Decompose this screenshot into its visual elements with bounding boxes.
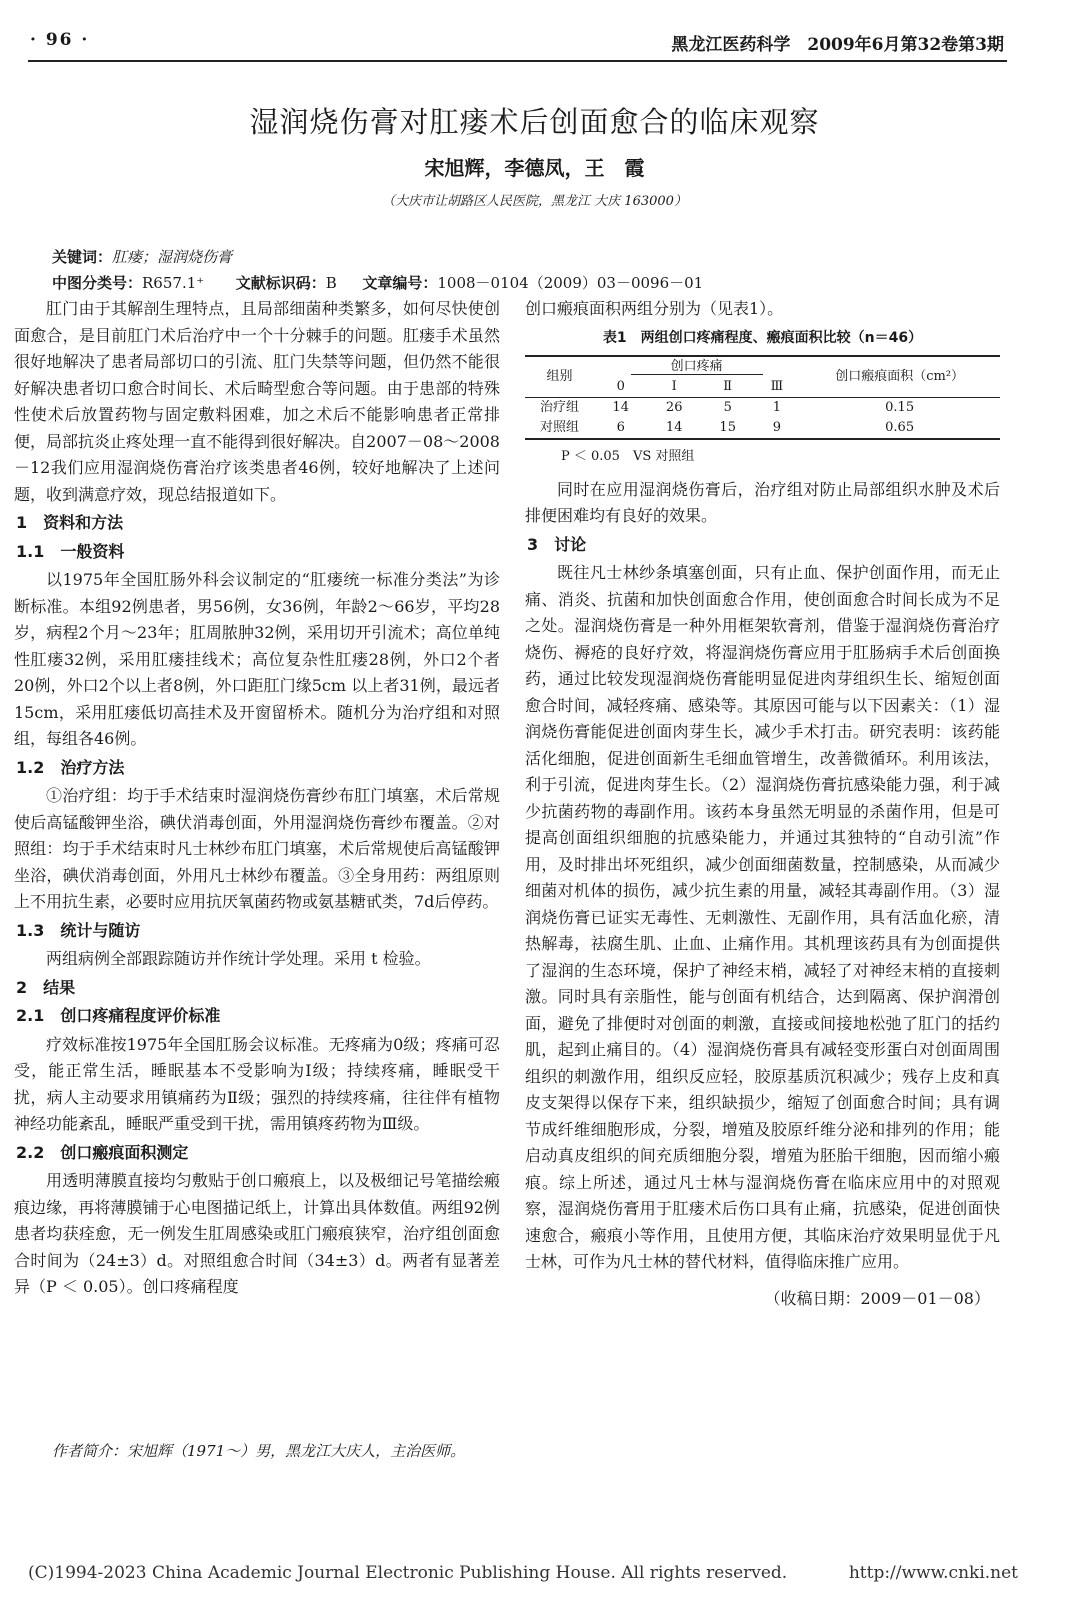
table-cell: 15: [701, 418, 755, 439]
section-heading-2-1: 2.1 创口疼痛程度评价标准: [16, 1006, 221, 1025]
clc-label: 中图分类号：: [52, 274, 143, 292]
paragraph-statistics: 两组病例全部跟踪随访并作统计学处理。采用 t 检验。: [46, 949, 431, 968]
section-heading-2: 2 结果: [16, 977, 76, 997]
doc-value: B: [325, 274, 337, 292]
table-header-area: 创口瘢痕面积（cm²）: [799, 356, 1000, 398]
table-header-level: Ⅰ: [671, 379, 677, 394]
section-heading-1-2: 1.2 治疗方法: [16, 757, 125, 777]
section-heading-3: 3 讨论: [527, 534, 587, 554]
footer-url[interactable]: http://www.cnki.net: [848, 1563, 1018, 1583]
table-cell: 14: [647, 418, 701, 439]
paragraph-continued: 创口瘢痕面积两组分别为（见表1）。: [525, 299, 784, 318]
table-header-level: Ⅱ: [723, 379, 733, 394]
section-heading-2-2: 2.2 创口瘢痕面积测定: [16, 1142, 189, 1162]
section-heading-1-1: 1.1 一般资料: [16, 541, 125, 561]
table-header-level: 0: [616, 379, 625, 394]
paragraph-pain-criteria: 疗效标准按1975年全国肛肠会议标准。无疼痛为0级；疼痛可忍受，能正常生活，睡眠基本不受影响为Ⅰ级；持续疼痛，睡眠受干扰，病人主动要求用镇痛药为Ⅱ级；强烈的持续疼痛，往往伴有植物神经功能紊乱，睡眠严重受到干扰，需用镇疼药物为Ⅲ级。: [14, 1034, 500, 1133]
table-header-level: Ⅲ: [770, 379, 784, 394]
table-cell: 14: [594, 398, 648, 419]
table-cell: 5: [701, 398, 755, 419]
paragraph-scar-area: 用透明薄膜直接均匀敷贴于创口瘢痕上，以及极细记号笔描绘瘢痕边缘，再将薄膜铺于心电图描记纸上，计算出具体数值。两组92例患者均获痊愈，无一例发生肛周感染或肛门瘢痕狭窄，治疗组创面愈合时间为（24±3）d。对照组愈合时间（34±3）d。两者有显著差异（P ＜ 0.05）。创口疼痛程度: [14, 1171, 500, 1296]
received-date: （收稿日期：2009－01－08）: [764, 1288, 990, 1308]
clc-value: R657.1⁺: [142, 274, 205, 292]
intro-paragraph: 肛门由于其解剖生理特点，且局部细菌种类繁多，如何尽快使创面愈合，是目前肛门术后治疗中一个十分棘手的问题。肛瘘手术虽然很好地解决了患者局部切口的引流、肛门失禁等问题，但仍然不能很好解决患者切口愈合时间长、术后畸型愈合等问题。由于患部的特殊性使术后放置药物与固定敷料困难，加之术后不能影响患者正常排便，局部抗炎止疼处理一直不能得到很好解决。自2007－08～2008－12我们应用湿润烧伤膏治疗该类患者46例，较好地解决了上述问题，收到满意疗效，现总结报道如下。: [14, 299, 500, 504]
page-number: · 96 ·: [30, 30, 90, 50]
table-cell: 1: [754, 398, 799, 419]
table-caption: 表1 两组创口疼痛程度、瘢痕面积比较（n＝46）: [602, 329, 923, 346]
section-heading-1: 1 资料和方法: [16, 513, 124, 532]
keywords-line: [52, 246, 232, 267]
table-header-group: 组别: [525, 356, 594, 398]
table-row: [525, 398, 1000, 419]
table-cell-area: 0.65: [799, 418, 1000, 439]
classification-line: [52, 272, 703, 293]
table-note: P ＜ 0.05 VS 对照组: [561, 449, 695, 464]
keywords-label: 关键词：: [52, 248, 113, 266]
keywords: 肛瘘；湿润烧伤膏: [112, 248, 233, 266]
authors: 宋旭辉，李德凤，王 霞: [424, 156, 645, 180]
table-cell: 26: [647, 398, 701, 419]
affiliation: （大庆市让胡路区人民医院，黑龙江 大庆 163000）: [382, 194, 687, 209]
table-row: [525, 418, 1000, 439]
paragraph-discussion: 既往凡士林纱条填塞创面，只有止血、保护创面作用，而无止痛、消炎、抗菌和加快创面愈合作用，使创面愈合时间长成为不足之处。湿润烧伤膏是一种外用框架软膏剂，借鉴于湿润烧伤膏治疗烧伤、褥疮的良好疗效，将湿润烧伤膏应用于肛肠病手术后创面换药，通过比较发现湿润烧伤膏能明显促进肉芽组织生长、缩短创面愈合时间，减轻疼痛、感染等。其原因可能与以下因素关：（1）湿润烧伤膏能促进创面肉芽生长，减少手术打击。研究表明：该药能活化细胞，促进创面新生毛细血管增生，改善微循环。利用该法，利于引流，促进肉芽生长。（2）湿润烧伤膏抗感染能力强，利于减少抗菌药物的毒副作用。该药本身虽然无明显的杀菌作用，但是可提高创面组织细胞的抗感染能力，并通过其独特的“自动引流”作用，及时排出坏死组织，减少创面细菌数量，控制感染，从而减少细菌对机体的损伤，减少抗生素的用量，减轻其毒副作用。（3）湿润烧伤膏已证实无毒性、无刺激性、无副作用，具有活血化瘀，清热解毒，祛腐生肌、止血、止痛作用。其机理该药具有为创面提供了湿润的生态环境，保护了神经末梢，减轻了对神经末梢的直接刺激。同时具有亲脂性，能与创面有机结合，达到隔离、保护润滑创面，避免了排便时对创面的刺激，直接或间接地松弛了肛门的括约肌，起到止痛目的。（4）湿润烧伤膏具有减轻变形蛋白对创面周围组织的刺激作用，组织反应轻，胶原基质沉积减少；残存上皮和真皮支架得以保存下来，组织缺损少，缩短了创面愈合时间；具有调节成纤维细胞形成，分裂，增殖及胶原纤维分泌和排列的作用；能启动真皮组织的间充质细胞分裂，增殖为胚胎干细胞，因而缩小瘢痕。综上所述，通过凡士林与湿润烧伤膏在临床应用中的对照观察，湿润烧伤膏用于肛瘘术后伤口具有止痛，抗感染，促进创面快速愈合，瘢痕小等作用，且使用方便，其临床治疗效果明显优于凡士林，可作为凡士林的替代材料，值得临床推广应用。: [525, 563, 1000, 1271]
paragraph-edema: 同时在应用湿润烧伤膏后，治疗组对防止局部组织水肿及术后排便困难均有良好的效果。: [525, 479, 1000, 525]
section-heading-1-3: 1.3 统计与随访: [16, 920, 141, 940]
table-cell-group: 治疗组: [525, 398, 594, 419]
paragraph-general-data: 以1975年全国肛肠外科会议制定的“肛瘘统一标准分类法”为诊断标准。本组92例患者，男56例，女36例，年龄2～66岁，平均28岁，病程2个月～23年；肛周脓肿32例，采用切开引流术；高位单纯性肛瘘32例，采用肛瘘挂线术；高位复杂性肛瘘28例，外口2个者20例，外口2个以上者8例，外口距肛门缘5cm 以上者31例，最远者15cm，采用肛瘘低切高挂术及开窗留桥术。随机分为治疗组和对照组，每组各46例。: [14, 570, 500, 748]
left-column: [14, 296, 500, 1301]
table-cell-area: 0.15: [799, 398, 1000, 419]
table-header-pain: 创口疼痛: [594, 356, 799, 377]
article-title: 湿润烧伤膏对肛瘘术后创面愈合的临床观察: [249, 105, 820, 139]
table-cell: 9: [754, 418, 799, 439]
article-value: 1008－0104（2009）03－0096－01: [437, 274, 704, 292]
copyright-notice: (C)1994-2023 China Academic Journal Electronic Publishing House. All rights reserved.: [28, 1563, 788, 1583]
footer: [28, 1563, 1028, 1583]
article-label: 文章编号：: [362, 274, 438, 292]
table-cell-group: 对照组: [525, 418, 594, 439]
paragraph-treatment: ①治疗组：均于手术结束时湿润烧伤膏纱布肛门填塞，术后常规使后高锰酸钾坐浴，碘伏消毒创面，外用湿润烧伤膏纱布覆盖。②对照组：均于手术结束时凡士林纱布肛门填塞，术后常规使后高锰酸钾坐浴，碘伏消毒创面，外用凡士林纱布覆盖。③全身用药：两组原则上不用抗生素，必要时应用抗厌氧菌药物或氨基糖甙类，7d后停药。: [14, 786, 500, 911]
header-rule: [28, 60, 1007, 62]
author-bio: 作者简介：宋旭辉（1971～）男，黑龙江大庆人，主治医师。: [52, 1442, 466, 1460]
results-table: [525, 355, 1000, 440]
doc-label: 文献标识码：: [235, 274, 326, 292]
journal-info: 黑龙江医药科学 2009年6月第32卷第3期: [671, 35, 1004, 55]
table-cell: 6: [594, 418, 648, 439]
right-column: [525, 296, 1000, 1312]
